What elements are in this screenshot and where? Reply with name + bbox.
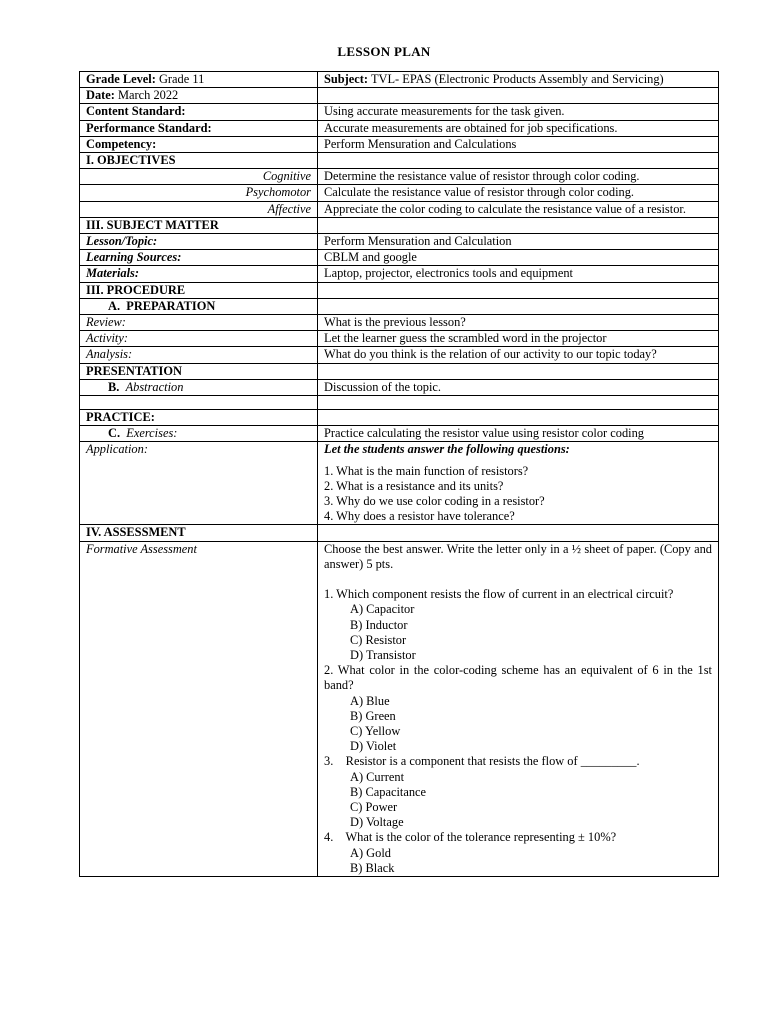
sources-value: CBLM and google: [318, 250, 719, 266]
materials-label: Materials:: [80, 266, 318, 282]
content-standard-value: Using accurate measurements for the task given.: [318, 104, 719, 120]
exercises-value: Practice calculating the resistor value using resistor color coding: [318, 426, 719, 442]
preparation-heading: [80, 298, 318, 314]
topic-label: Lesson/Topic:: [80, 234, 318, 250]
grade-cell: [80, 72, 318, 88]
table-row: [80, 88, 719, 104]
table-row: [80, 298, 719, 314]
assessment-cell: [318, 541, 719, 876]
empty-cell: [318, 217, 719, 233]
option: A) Current: [350, 769, 405, 784]
option: B) Capacitance: [350, 784, 427, 799]
option: D) Voltage: [350, 815, 404, 830]
application-cell: [318, 442, 719, 525]
document-title: LESSON PLAN: [337, 44, 431, 59]
exercises-letter: C.: [108, 426, 121, 441]
empty-cell: [318, 363, 719, 379]
question-1: 1. Which component resists the flow of current in an electrical circuit?: [324, 587, 674, 602]
option: A) Capacitor: [350, 602, 415, 617]
table-row: [80, 153, 719, 169]
competency-label: Competency:: [80, 136, 318, 152]
cognitive-label: Cognitive: [80, 169, 318, 185]
subject-value: TVL- EPAS (Electronic Products Assembly and Servicing): [370, 72, 664, 86]
date-label: Date:: [86, 88, 115, 103]
date-cell: [80, 88, 318, 104]
table-row: [80, 201, 719, 217]
question-4: 4. What is the color of the tolerance representing ± 10%?: [324, 830, 617, 845]
empty-cell: [318, 410, 719, 426]
option: A) Gold: [350, 845, 391, 860]
preparation-letter: A.: [108, 298, 121, 313]
review-label: Review:: [80, 315, 318, 331]
grade-value: Grade 11: [158, 72, 205, 86]
option: B) Green: [350, 708, 396, 723]
option: C) Power: [350, 799, 398, 814]
list-item: 2. What is a resistance and its units?: [324, 478, 504, 493]
empty-cell: [318, 282, 719, 298]
analysis-value: What do you think is the relation of our activity to our topic today?: [318, 347, 719, 363]
option: A) Blue: [350, 693, 390, 708]
abstraction-cell: [80, 379, 318, 395]
preparation-label: PREPARATION: [126, 298, 216, 313]
list-item: 1. What is the main function of resistors?: [324, 463, 529, 478]
topic-value: Perform Mensuration and Calculation: [318, 234, 719, 250]
table-row: [80, 379, 719, 395]
performance-standard-value: Accurate measurements are obtained for job specifications.: [318, 120, 719, 136]
empty-cell: [80, 396, 318, 410]
affective-label: Affective: [80, 201, 318, 217]
grade-label: Grade Level:: [86, 72, 156, 86]
empty-cell: [318, 88, 719, 104]
activity-value: Let the learner guess the scrambled word in the projector: [318, 331, 719, 347]
empty-cell: [318, 153, 719, 169]
option: D) Violet: [350, 739, 397, 754]
option: B) Inductor: [350, 617, 408, 632]
practice-heading: PRACTICE:: [80, 410, 318, 426]
question-3: 3. Resistor is a component that resists the flow of _________.: [324, 754, 640, 769]
question-2: 2. What color in the color-coding scheme has an equivalent of 6 in the 1st band?: [324, 663, 712, 693]
procedure-heading: III. PROCEDURE: [80, 282, 318, 298]
option: D) Transistor: [350, 647, 416, 662]
table-row: [80, 282, 719, 298]
table-row: [80, 347, 719, 363]
table-row: [80, 120, 719, 136]
empty-cell: [318, 298, 719, 314]
abstraction-label: Abstraction: [125, 379, 184, 394]
assessment-heading: IV. ASSESSMENT: [80, 525, 318, 541]
psychomotor-value: Calculate the resistance value of resistor through color coding.: [318, 185, 719, 201]
psychomotor-label: Psychomotor: [80, 185, 318, 201]
table-row: [80, 234, 719, 250]
subject-label: Subject:: [324, 72, 369, 86]
application-label: Application:: [80, 442, 318, 525]
option: C) Resistor: [350, 632, 407, 647]
abstraction-value: Discussion of the topic.: [318, 379, 719, 395]
affective-value: Appreciate the color coding to calculate the resistance value of a resistor.: [318, 201, 719, 217]
materials-value: Laptop, projector, electronics tools and equipment: [318, 266, 719, 282]
cognitive-value: Determine the resistance value of resistor through color coding.: [318, 169, 719, 185]
competency-value: Perform Mensuration and Calculations: [318, 136, 719, 152]
table-row: [80, 541, 719, 876]
table-row: [80, 185, 719, 201]
assessment-instructions: Choose the best answer. Write the letter only in a ½ sheet of paper. (Copy and answer) 5 pts.: [324, 541, 712, 571]
objectives-heading: I. OBJECTIVES: [80, 153, 318, 169]
abstraction-letter: B.: [108, 379, 120, 394]
table-row: [80, 169, 719, 185]
empty-cell: [318, 396, 719, 410]
activity-label: Activity:: [80, 331, 318, 347]
list-item: 3. Why do we use color coding in a resistor?: [324, 494, 545, 509]
table-row: [80, 525, 719, 541]
table-row: [80, 331, 719, 347]
list-item: 4. Why does a resistor have tolerance?: [324, 509, 515, 524]
table-row: [80, 363, 719, 379]
table-row: [80, 250, 719, 266]
performance-standard-label: Performance Standard:: [80, 120, 318, 136]
table-row: [80, 104, 719, 120]
review-value: What is the previous lesson?: [318, 315, 719, 331]
subject-cell: [318, 72, 719, 88]
subject-matter-heading: III. SUBJECT MATTER: [80, 217, 318, 233]
table-row: [80, 442, 719, 525]
empty-cell: [318, 525, 719, 541]
table-row: [80, 315, 719, 331]
table-row: [80, 72, 719, 88]
analysis-label: Analysis:: [80, 347, 318, 363]
content-standard-label: Content Standard:: [80, 104, 318, 120]
table-row: [80, 217, 719, 233]
sources-label: Learning Sources:: [80, 250, 318, 266]
formative-label: Formative Assessment: [80, 541, 318, 876]
application-intro: Let the students answer the following questions:: [324, 442, 570, 457]
table-row: [80, 266, 719, 282]
table-row: [80, 396, 719, 410]
option: C) Yellow: [350, 723, 401, 738]
date-value: March 2022: [118, 88, 179, 103]
table-row: [80, 410, 719, 426]
presentation-heading: PRESENTATION: [80, 363, 318, 379]
exercises-cell: [80, 426, 318, 442]
lesson-plan-table: [79, 71, 719, 877]
option: B) Black: [350, 860, 395, 875]
table-row: [80, 136, 719, 152]
exercises-label: Exercises:: [126, 426, 178, 441]
table-row: [80, 426, 719, 442]
